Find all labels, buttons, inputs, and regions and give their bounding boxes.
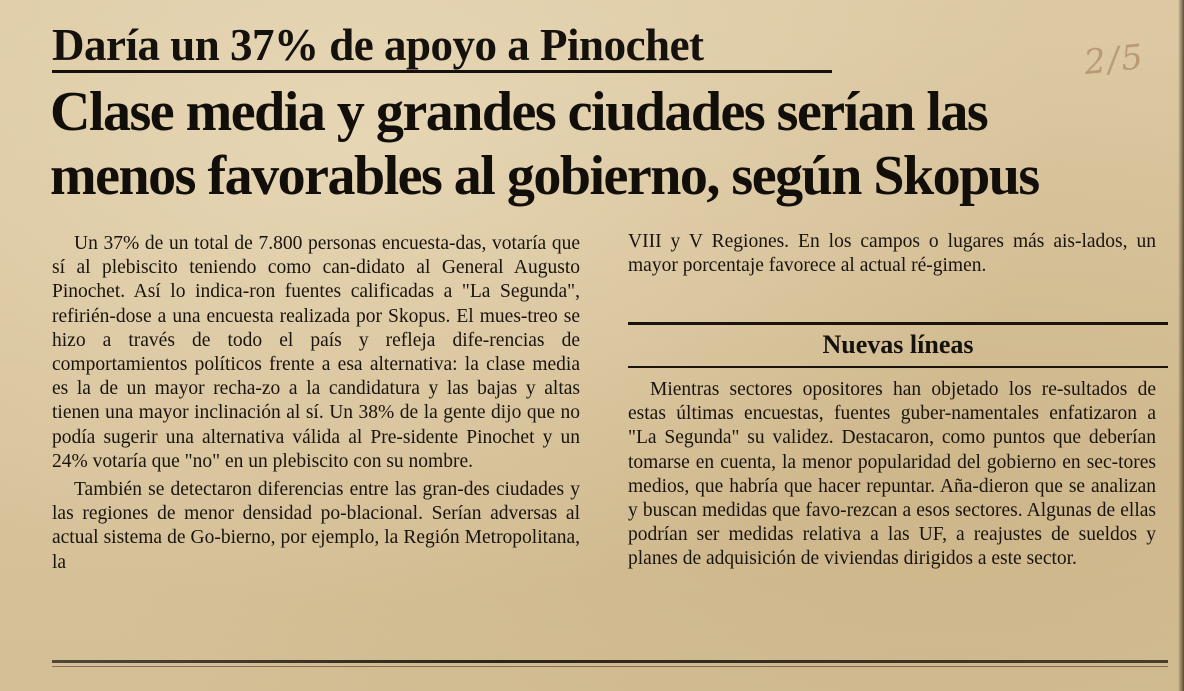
right-section-paragraph: Mientras sectores opositores han objetado los re-sultados de estas últimas encuestas, fuentes guber-namentales enfatizaron a "La Segunda" su validez. Destacaron, como puntos que deberían tomarse en cuenta, la menor popularidad del gobierno en sec-tores medios, que habría que hacer repuntar. Aña-dieron que se analizan y buscan medidas que favo-rezcan a esos sectores. Algunas de ellas podrían ser medidas relativa a las UF, a reajustes de sueldos y planes de adquisición de viviendas dirigidos a este sector. [628,379,1156,570]
section-rule-bottom [628,366,1168,368]
bottom-rule-thin [52,666,1168,667]
section-title: Nuevas líneas [822,330,974,359]
article-kicker: Daría un 37% de apoyo a Pinochet [52,20,704,70]
handwritten-note: 2/5 [1082,36,1147,84]
left-column [52,232,580,579]
scan-edge-shadow [1178,0,1184,691]
article-headline [50,80,1175,208]
section-rule-top [628,322,1168,325]
right-column-continuation [628,230,1156,282]
bottom-rule [52,660,1168,663]
kicker-underline [52,70,832,73]
right-column-section [628,378,1156,576]
right-continuation-text: VIII y V Regiones. En los campos o lugares más ais-lados, un mayor porcentaje favorece al actual ré-gimen. [628,231,1156,277]
headline-line-1: Clase media y grandes ciudades serían las [50,81,988,143]
left-paragraph-1: Un 37% de un total de 7.800 personas encuesta-das, votaría que sí al plebiscito teniendo como can-didato al General Augusto Pinochet. Así lo indica-ron fuentes calificadas a "La Segunda", refirién-dose a una encuesta realizada por Skopus. El mues-treo se hizo a través de todo el país y refleja dife-rencias de comportamientos políticos frente a esa alternativa: la clase media es la de un mayor recha-zo a la candidatura y las bajas y altas tienen una mayor inclinación al sí. Un 38% de la gente dijo que no podía sugerir una alternativa válida al Pre-sidente Pinochet y un 24% votaría que "no" en un plebiscito con su nombre. [52,233,580,472]
left-paragraph-2: También se detectaron diferencias entre las gran-des ciudades y las regiones de menor densidad po-blacional. Serían adversas al actual sistema de Go-bierno, por ejemplo, la Región Metropolitana, la [52,479,580,573]
headline-line-2: menos favorables al gobierno, según Skopus [50,145,1039,207]
